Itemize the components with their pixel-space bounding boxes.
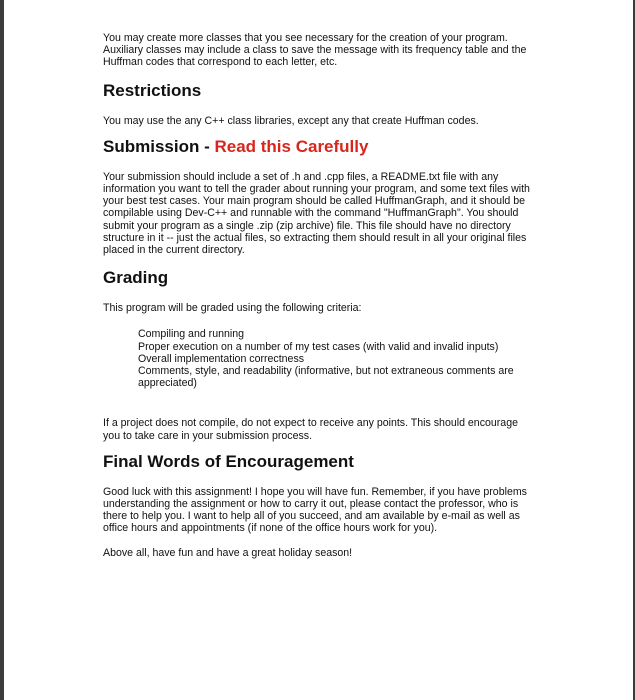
grading-intro: This program will be graded using the following criteria: <box>103 302 362 315</box>
submission-heading <box>103 137 535 157</box>
criteria-item: Compiling and running <box>138 328 245 341</box>
left-window-edge <box>0 0 4 700</box>
criteria-item: Overall implementation correctness <box>138 352 305 365</box>
closing-paragraph: Above all, have fun and have a great holiday season! <box>103 546 353 559</box>
submission-paragraph: Your submission should include a set of .h and .cpp files, a README.txt file with any information you want to tell the grader about running your program, and some text files with your best test cases. Your main program should be called HuffmanGraph, and it should be compilable using Dev-C++ and runnable with the command "HuffmanGraph". You should submit your program as a single .zip (zip archive) file. This file should have no directory structure in it -- just the actual files, so extracting them should result in all your original files placed in the current directory. <box>103 170 530 257</box>
grading-criteria-list <box>103 328 535 389</box>
final-words-paragraph: Good luck with this assignment! I hope you will have fun. Remember, if you have problems understanding the assignment or how to carry it out, please contact the professor, who is there to help you. I want to help all of you succeed, and am available by e-mail as well as office hours and appointments (if none of the office hours work for you). <box>103 485 527 535</box>
document-page <box>103 28 535 559</box>
restrictions-heading: Restrictions <box>103 80 202 100</box>
criteria-item: Comments, style, and readability (informative, but not extraneous comments are appreciated) <box>138 365 514 390</box>
final-words-heading: Final Words of Encouragement <box>103 451 354 471</box>
grading-heading: Grading <box>103 268 169 288</box>
submission-heading-highlight: Read this Carefully <box>214 136 369 156</box>
submission-heading-prefix: Submission - <box>103 136 215 156</box>
criteria-item: Proper execution on a number of my test cases (with valid and invalid inputs) <box>138 340 499 353</box>
restrictions-paragraph: You may use the any C++ class libraries, except any that create Huffman codes. <box>103 114 479 127</box>
intro-paragraph: You may create more classes that you see necessary for the creation of your program. Auxiliary classes may include a class to save the message with its frequency table and the Huffman codes that correspond to each letter, etc. <box>103 32 527 69</box>
compile-note-paragraph: If a project does not compile, do not expect to receive any points. This should encourage you to take care in your submission process. <box>103 417 518 442</box>
